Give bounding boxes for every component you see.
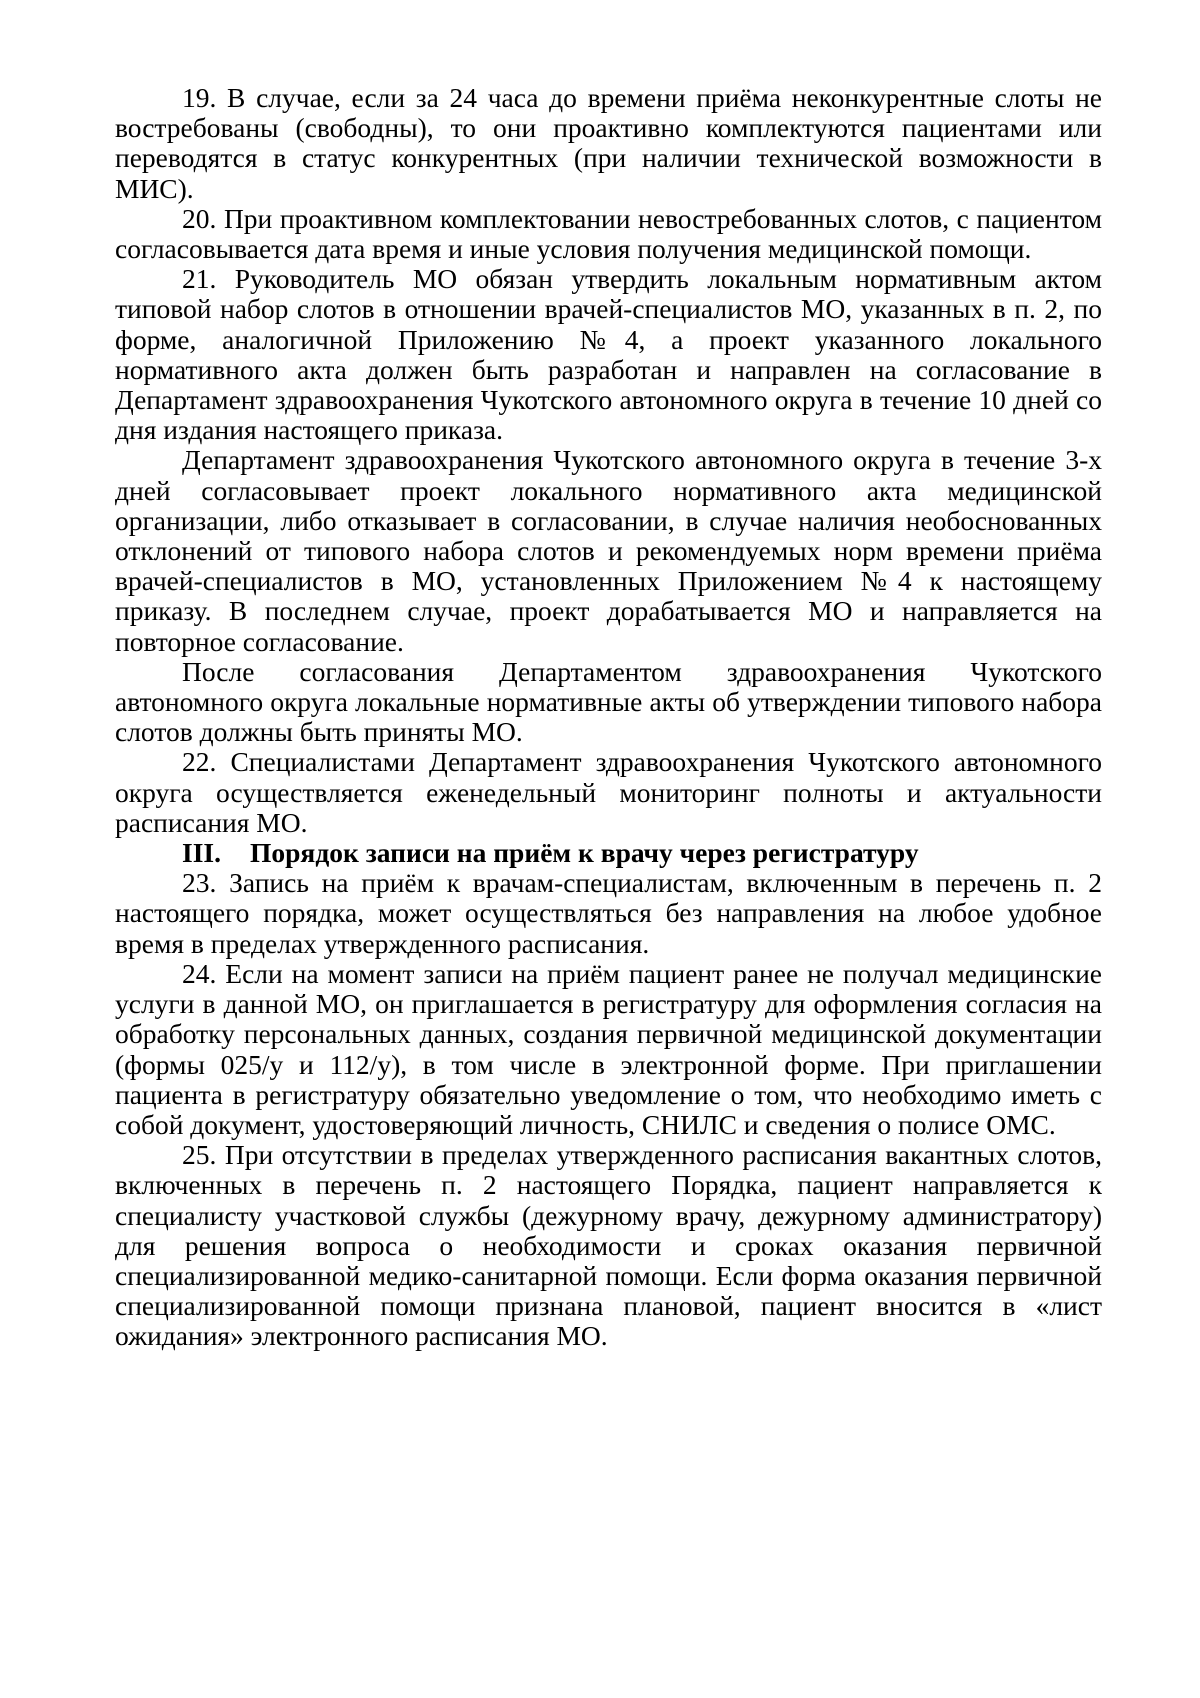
paragraph-19: 19. В случае, если за 24 часа до времени приёма неконкурентные слоты не востребованы (свободны), то они проактивно комплектуются пациентами или переводятся в статус конкурентных (при наличии технической возможности в МИС). — [115, 82, 1102, 204]
paragraph-20: 20. При проактивном комплектовании невостребованных слотов, с пациентом согласовывается дата время и иные условия получения медицинской помощи. — [115, 202, 1102, 265]
paragraph-25: 25. При отсутствии в пределах утвержденного расписания вакантных слотов, включенных в перечень п. 2 настоящего Порядка, пациент направляется к специалисту участковой службы (дежурному врачу, дежурному администратору) для решения вопроса о необходимости и сроках оказания первичной специализированной медико-санитарной помощи. Если форма оказания первичной специализированной помощи признана плановой, пациент вносится в «лист ожидания» электронного расписания МО. — [115, 1139, 1102, 1352]
document-page — [115, 83, 1102, 1352]
paragraph-21: 21. Руководитель МО обязан утвердить локальным нормативным актом типовой набор слотов в отношении врачей-специалистов МО, указанных в п. 2, по форме, аналогичной Приложению №4, а проект указанного локального нормативного акта должен быть разработан и направлен на согласование в Департамент здравоохранения Чукотского автономного округа в течение 10 дней со дня издания настоящего приказа. — [115, 263, 1102, 446]
paragraph-21-approval: Департамент здравоохранения Чукотского автономного округа в течение 3-х дней согласовывает проект локального нормативного акта медицинской организации, либо отказывает в согласовании, в случае наличия необоснованных отклонений от типового набора слотов и рекомендуемых норм времени приёма врачей-специалистов в МО, установленных Приложением №4 к настоящему приказу. В последнем случае, проект дорабатывается МО и направляется на повторное согласование. — [115, 444, 1102, 657]
paragraph-24: 24. Если на момент записи на приём пациент ранее не получал медицинские услуги в данной МО, он приглашается в регистратуру для оформления согласия на обработку персональных данных, создания первичной медицинской документации (формы 025/у и 112/у), в том числе в электронной форме. При приглашении пациента в регистратуру обязательно уведомление о том, что необходимо иметь с собой документ, удостоверяющий личность, СНИЛС и сведения о полисе ОМС. — [115, 957, 1102, 1140]
section-heading-number: III. — [182, 837, 221, 869]
section-heading — [115, 838, 1102, 868]
paragraph-23: 23. Запись на приём к врачам-специалистам, включенным в перечень п. 2 настоящего порядка, может осуществляться без направления на любое удобное время в пределах утвержденного расписания. — [115, 867, 1102, 959]
paragraph-21-adoption: После согласования Департаментом здравоохранения Чукотского автономного округа локальные нормативные акты об утверждении типового набора слотов должны быть приняты МО. — [115, 655, 1102, 748]
section-heading-title: Порядок записи на приём к врачу через регистратуру — [250, 837, 919, 869]
paragraph-22: 22. Специалистами Департамент здравоохранения Чукотского автономного округа осуществляется еженедельный мониторинг полноты и актуальности расписания МО. — [115, 746, 1102, 838]
